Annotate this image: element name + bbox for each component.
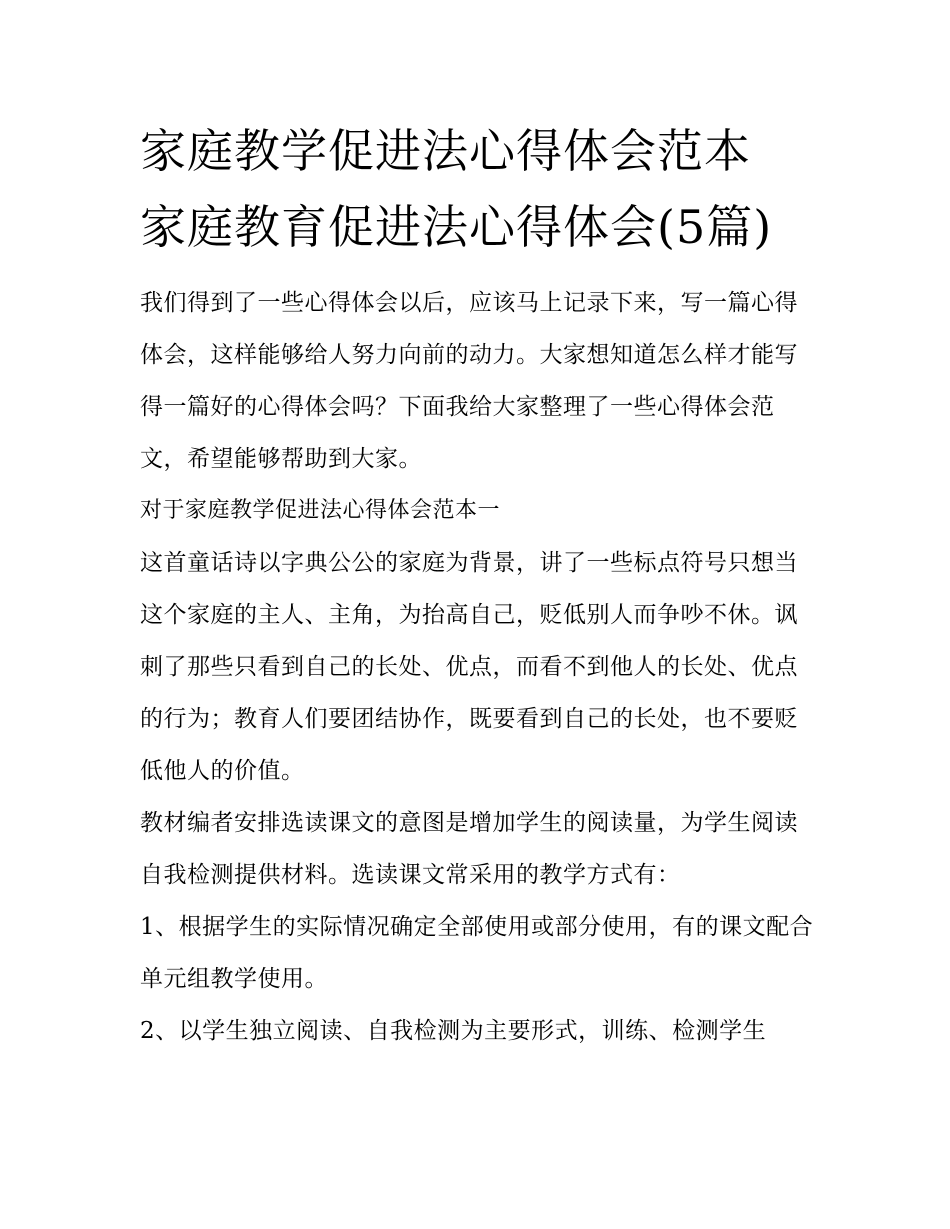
list-item: 1、根据学生的实际情况确定全部使用或部分使用，有的课文配合单元组教学使用。 <box>140 914 814 992</box>
document-page <box>140 113 820 1057</box>
document-title: 家庭教学促进法心得体会范本家庭教育促进法心得体会(5篇) <box>140 124 773 254</box>
body-paragraph: 教材编者安排选读课文的意图是增加学生的阅读量，为学生阅读自我检测提供材料。选读课文常采用的教学方式有： <box>140 810 798 888</box>
section-heading: 对于家庭教学促进法心得体会范本一 <box>140 498 501 523</box>
list-item: 2、以学生独立阅读、自我检测为主要形式，训练、检测学生 <box>140 1018 767 1044</box>
intro-paragraph: 我们得到了一些心得体会以后，应该马上记录下来，写一篇心得体会，这样能够给人努力向前的动力。大家想知道怎么样才能写得一篇好的心得体会吗？下面我给大家整理了一些心得体会范文，希望能够帮助到大家。 <box>140 290 798 472</box>
body-paragraph: 这首童话诗以字典公公的家庭为背景，讲了一些标点符号只想当这个家庭的主人、主角，为抬高自己，贬低别人而争吵不休。讽刺了那些只看到自己的长处、优点，而看不到他人的长处、优点的行为；教育人们要团结协作，既要看到自己的长处，也不要贬低他人的价值。 <box>140 550 798 784</box>
